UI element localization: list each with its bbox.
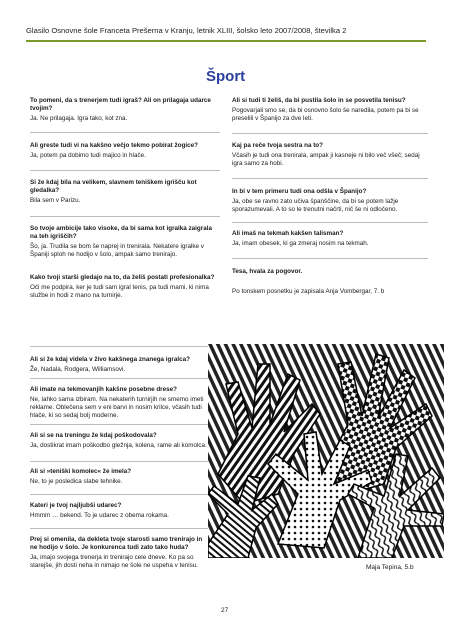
qa-block <box>30 225 220 259</box>
page-header: Glasilo Osnovne šole Franceta Prešerna v Kranju, letnik XLIII, šolsko leto 2007/2008, številka 2 <box>26 26 347 35</box>
qa-block <box>232 230 428 248</box>
divider <box>30 528 208 529</box>
question: Kateri je tvoj najljubši udarec? <box>30 502 122 509</box>
divider <box>232 133 428 134</box>
answer: Bila sem v Parizu. <box>30 197 81 204</box>
answer: Ja. Ne prilagaja. Igra tako, kot zna. <box>30 115 128 122</box>
qa-block <box>30 356 208 374</box>
answer: Ja, potem pa dobimo tudi majico in hlače. <box>30 152 146 159</box>
divider <box>30 216 220 217</box>
qa-block <box>30 386 208 420</box>
answer: Že, Nadala, Rodgera, Williamsovi. <box>30 366 126 373</box>
qa-block <box>232 268 428 296</box>
qa-block <box>30 97 220 123</box>
answer: Včasih je tudi ona trenirala, ampak ji kasneje ni bilo več všeč; sedaj igra samo za hobi. <box>232 152 420 167</box>
answer: Pogovarjali smo se, da bi osnovno šolo še naredila, potem pa bi se preselili v Španijo za dve leti. <box>232 107 419 122</box>
divider <box>30 378 208 379</box>
question: Ali imaš na tekmah kakšen talisman? <box>232 230 344 237</box>
qa-block <box>30 179 220 205</box>
page-number: 27 <box>221 607 229 614</box>
answer: Šo, ja. Trudila se bom še naprej in trenirala. Nekatere igralke v Španiji sploh ne hodijo v šolo, ampak samo trenirajo. <box>30 243 204 258</box>
question: To pomeni, da s trenerjem tudi igraš? Ali on prilagaja udarce tvojim? <box>30 97 211 112</box>
qa-block <box>30 432 208 450</box>
qa-block <box>232 188 428 214</box>
question: Tesa, hvala za pogovor. <box>232 268 303 275</box>
question: Ali si »teniški komolec« že imela? <box>30 468 132 475</box>
section-title: Šport <box>206 68 246 85</box>
artwork-caption: Maja Tepina, 5.b <box>366 564 414 571</box>
qa-block <box>30 274 220 300</box>
divider <box>30 461 208 462</box>
divider <box>30 494 208 495</box>
answer: Ja, obe se ravno zato učiva španščine, da bi se potem lažje sporazumevali. A to so le trenutni načrti, nič še ni odločeno. <box>232 198 399 213</box>
answer: Ne, to je posledica slabe tehnike. <box>30 478 123 485</box>
question: Si že kdaj bila na velikem, slavnem teniškem igrišču kot gledalka? <box>30 179 197 194</box>
answer: Po tonskem posnetku je zapisala Anja Vombergar, 7. b <box>232 288 385 295</box>
divider <box>232 258 428 259</box>
question: Ali imate na tekmovanjih kakšne posebne drese? <box>30 386 177 393</box>
answer: Ja, dostikrat imam poškodbo gležnja, kolena, rame ali komolca. <box>30 442 207 449</box>
qa-block <box>30 142 220 160</box>
qa-block <box>30 502 208 520</box>
qa-block <box>232 97 428 123</box>
question: Ali si tudi ti želiš, da bi pustila šolo in se posvetila tenisu? <box>232 97 406 104</box>
header-rule <box>26 40 426 42</box>
question: Kako tvoji starši gledajo na to, da želiš postati profesionalka? <box>30 274 215 281</box>
question: In bi v tem primeru tudi ona odšla v Španijo? <box>232 188 367 195</box>
divider <box>232 222 428 223</box>
answer: Ne, lahko sama izbiram. Na nekaterih turnirjih ne smemo imeti reklame. Oblečena sem v eni barvi in nosim krilce, včasih tudi hlače, ki so sedaj bolj moderne. <box>30 396 204 419</box>
question: Ali greste tudi vi na kakšno večjo tekmo pobirat žogice? <box>30 142 198 149</box>
divider <box>30 170 220 171</box>
question: Prej si omenila, da dekleta tvoje starosti samo trenirajo in ne hodijo v šolo. Je konkurenca tudi zato tako huda? <box>30 536 203 551</box>
qa-block <box>232 142 428 168</box>
answer: Hmmm … bekend. To je udarec z obema rokama. <box>30 512 169 519</box>
answer: Ja, imam obesek, ki ga zmeraj nosim na tekmah. <box>232 240 369 247</box>
divider <box>30 424 208 425</box>
qa-block <box>30 536 208 570</box>
question: So tvoje ambicije tako visoke, da bi sama kot igralka zaigrala na teh igriščih? <box>30 225 212 240</box>
hands-pattern-artwork <box>208 344 444 558</box>
qa-block <box>30 468 208 486</box>
divider <box>232 178 428 179</box>
answer: Oči me podpira, ker je tudi sam igral tenis, pa tudi mami, ki nima službe in hodi z mano na turnirje. <box>30 284 209 299</box>
question: Ali si se na treningu že kdaj poškodovala? <box>30 432 157 439</box>
question: Kaj pa reče tvoja sestra na to? <box>232 142 323 149</box>
divider <box>30 132 220 133</box>
answer: Ja, imajo svojega trenerja in trenirajo cele dneve. Ko pa so starejše, jih dosti neha in nimajo ne šole ne uspeha v tenisu. <box>30 554 199 569</box>
question: Ali si že kdaj videla v živo kakšnega znanega igralca? <box>30 356 190 363</box>
